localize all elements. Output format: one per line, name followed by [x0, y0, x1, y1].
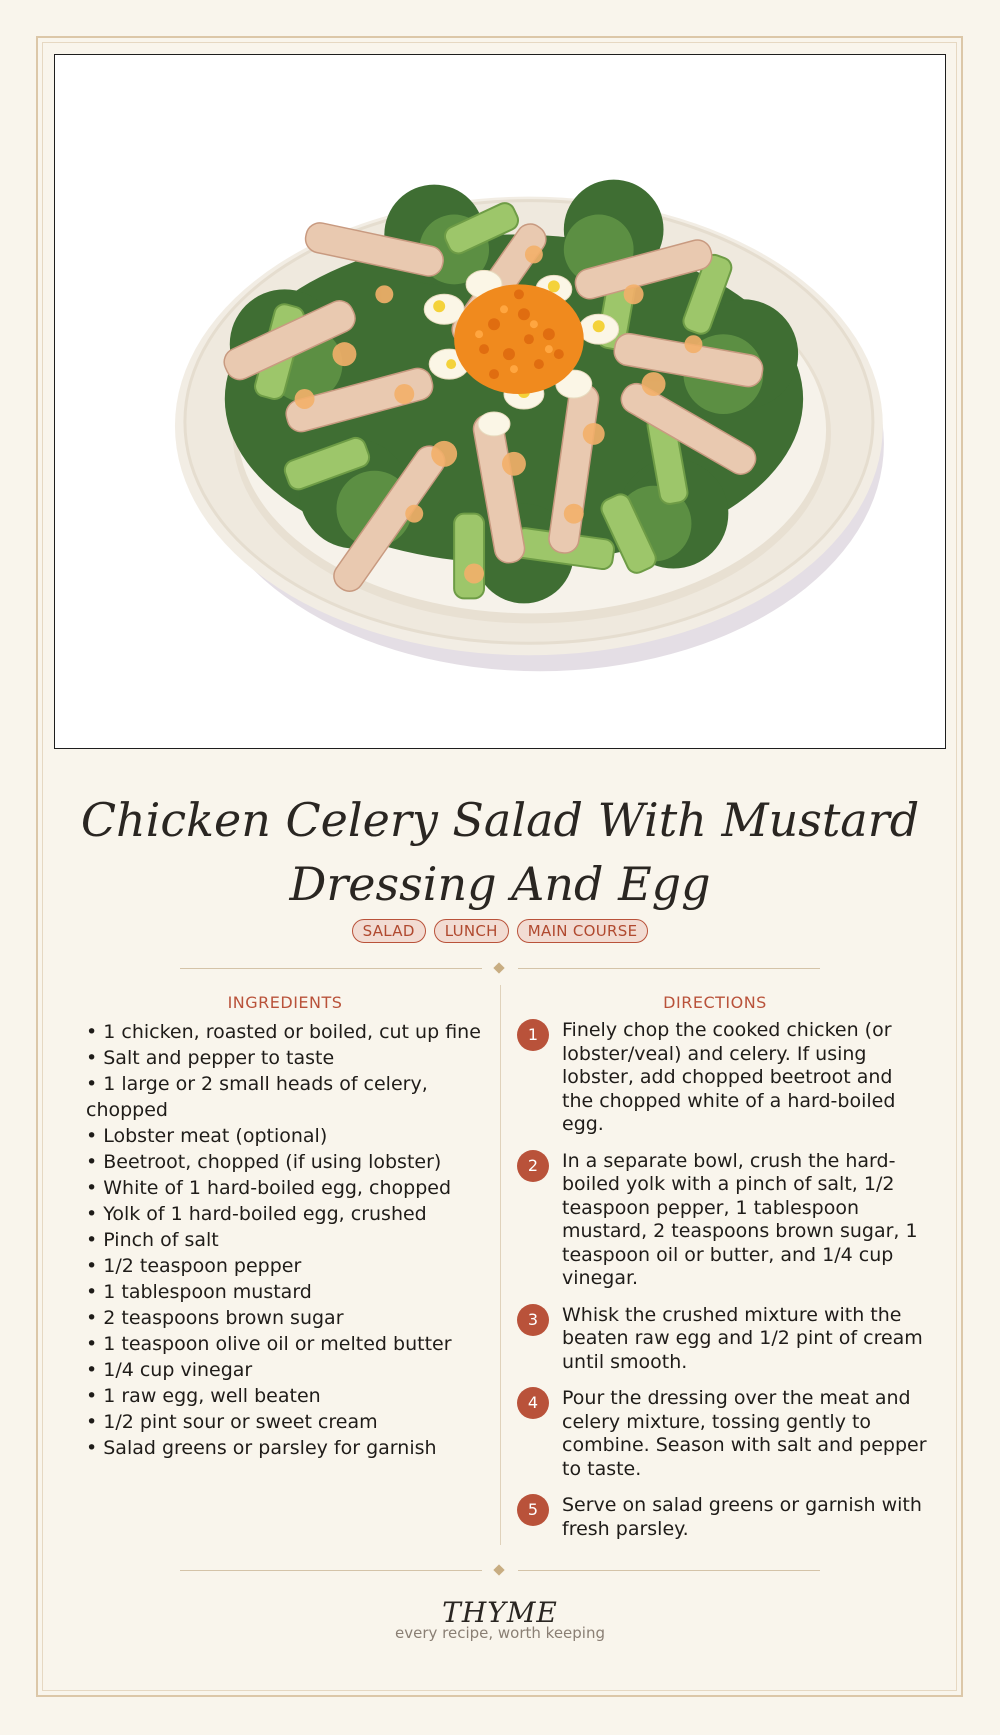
tag-salad[interactable]: SALAD: [352, 919, 426, 943]
divider-bottom: [180, 1564, 820, 1578]
ingredient-item: • 1 chicken, roasted or boiled, cut up fine: [86, 1021, 481, 1043]
tag-main-course[interactable]: MAIN COURSE: [517, 919, 649, 943]
ingredient-item: • 1 large or 2 small heads of celery, chopped: [86, 1073, 428, 1121]
step-text: Whisk the crushed mixture with the beaten raw egg and 1/2 pint of cream until smooth.: [562, 1303, 923, 1373]
tag-lunch[interactable]: LUNCH: [434, 919, 509, 943]
ingredient-item: • 1/4 cup vinegar: [86, 1359, 253, 1381]
diamond-ornament-icon: [493, 962, 504, 973]
ingredient-item: • Yolk of 1 hard-boiled egg, crushed: [86, 1203, 427, 1225]
ingredient-item: • Beetroot, chopped (if using lobster): [86, 1151, 442, 1173]
step-number-badge: 2: [517, 1150, 549, 1182]
ingredient-item: • 2 teaspoons brown sugar: [86, 1307, 344, 1329]
diamond-ornament-icon: [493, 1564, 504, 1575]
ingredient-item: • Lobster meat (optional): [86, 1125, 328, 1147]
tag-list: [0, 919, 1000, 943]
ingredient-item: • White of 1 hard-boiled egg, chopped: [86, 1177, 451, 1199]
step-number-badge: 4: [517, 1387, 549, 1419]
ingredient-item: • 1/2 teaspoon pepper: [86, 1255, 302, 1277]
step-number-badge: 5: [517, 1494, 549, 1526]
ingredient-item: • 1 teaspoon olive oil or melted butter: [86, 1333, 452, 1355]
step-text: Serve on salad greens or garnish with fresh parsley.: [562, 1494, 922, 1540]
step-text: Finely chop the cooked chicken (or lobster/veal) and celery. If using lobster, add chopped beetroot and the chopped white of a hard-boiled egg.: [562, 1019, 896, 1135]
directions-heading: DIRECTIONS: [663, 993, 767, 1012]
divider-top: [180, 962, 820, 976]
recipe-photo: [54, 54, 946, 749]
recipe-title: Chicken Celery Salad With Mustard Dressing And Egg: [80, 793, 920, 911]
ingredient-item: • Salad greens or parsley for garnish: [86, 1437, 437, 1459]
step-text: In a separate bowl, crush the hard-boiled yolk with a pinch of salt, 1/2 teaspoon pepper, 1 tablespoon mustard, 2 teaspoons brown sugar, 1 teaspoon oil or butter, and 1/4 cup vinegar.: [562, 1149, 918, 1289]
ingredient-item: • 1/2 pint sour or sweet cream: [86, 1411, 378, 1433]
direction-step: [517, 1019, 927, 1137]
ingredients-heading: INGREDIENTS: [227, 993, 343, 1012]
step-number-badge: 1: [517, 1019, 549, 1051]
direction-list: [517, 1019, 927, 1554]
direction-step: [517, 1150, 927, 1291]
ingredient-item: • 1 raw egg, well beaten: [86, 1385, 321, 1407]
ingredient-item: • Salt and pepper to taste: [86, 1047, 335, 1069]
ingredient-item: • Pinch of salt: [86, 1229, 219, 1251]
direction-step: [517, 1387, 927, 1481]
brand-logo-text: THYME: [442, 1596, 558, 1629]
column-divider: [500, 985, 501, 1545]
salad-illustration: [55, 55, 945, 748]
direction-step: [517, 1494, 927, 1541]
direction-step: [517, 1304, 927, 1375]
step-number-badge: 3: [517, 1304, 549, 1336]
step-text: Pour the dressing over the meat and celery mixture, tossing gently to combine. Season with salt and pepper to taste.: [562, 1387, 927, 1480]
ingredient-item: • 1 tablespoon mustard: [86, 1281, 312, 1303]
brand-tagline: every recipe, worth keeping: [394, 1624, 605, 1642]
ingredient-list: [86, 1019, 486, 1461]
